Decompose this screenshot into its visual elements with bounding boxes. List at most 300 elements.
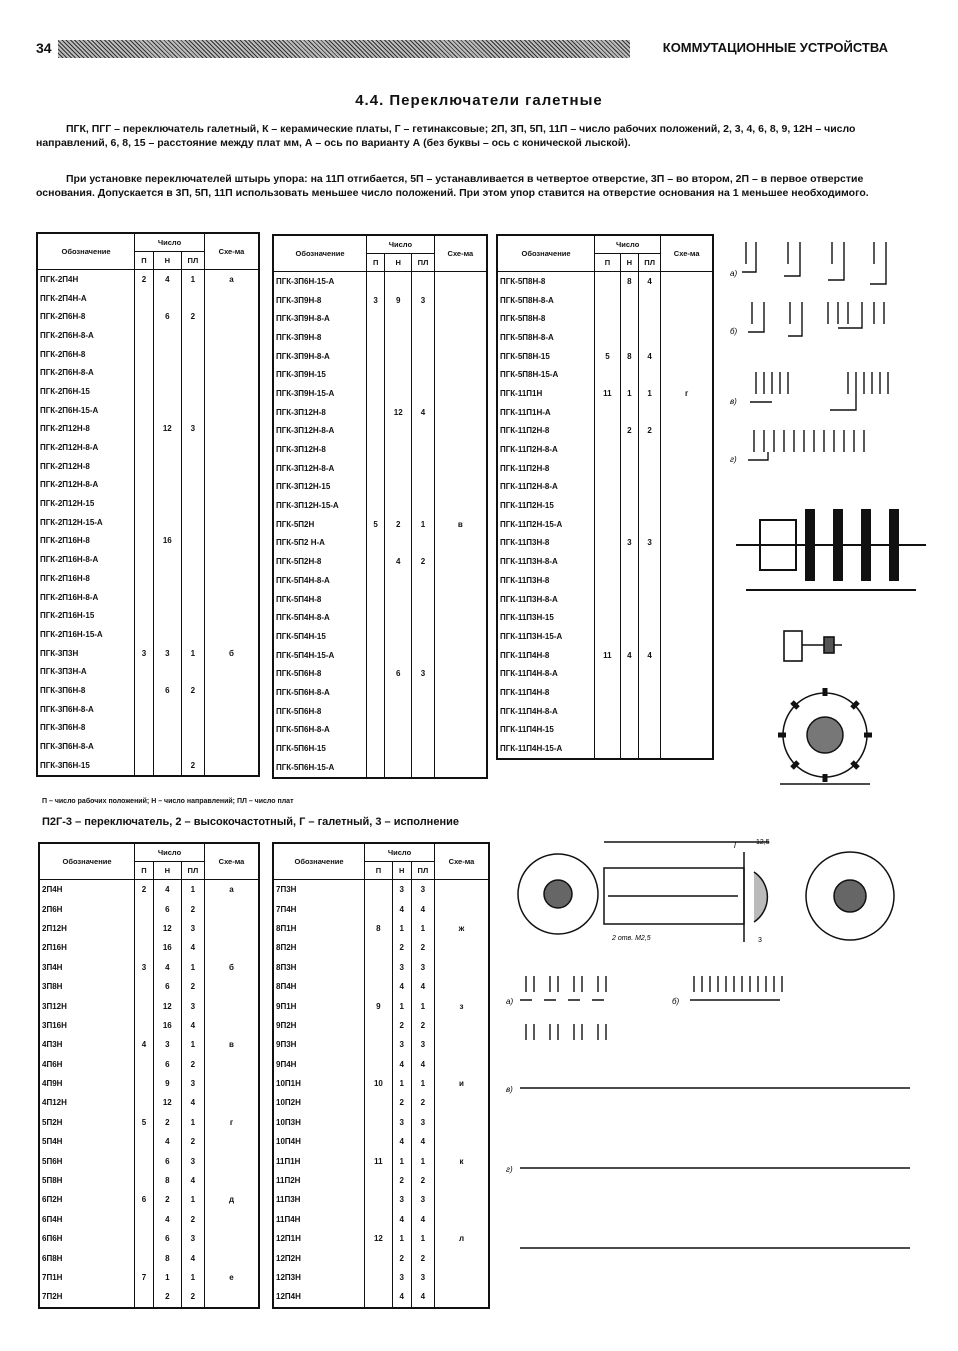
value-cell	[385, 739, 412, 758]
designation-cell: ПГК-3П6Н-15	[37, 756, 135, 776]
value-cell	[181, 476, 204, 495]
table-row	[39, 1171, 259, 1190]
value-cell	[367, 365, 385, 384]
value-cell	[153, 438, 181, 457]
value-cell: 3	[412, 664, 435, 683]
table-row	[37, 326, 259, 345]
col-header-scheme: Схе-ма	[434, 235, 487, 272]
table-row	[39, 996, 259, 1015]
value-cell	[135, 1210, 154, 1229]
designation-cell: 7П4Н	[273, 899, 365, 918]
value-cell	[620, 365, 638, 384]
value-cell	[412, 422, 435, 441]
value-cell: 4	[153, 880, 181, 900]
table-row	[273, 1016, 489, 1035]
value-cell	[181, 457, 204, 476]
value-cell	[205, 1171, 259, 1190]
value-cell: 12	[385, 403, 412, 422]
svg-text:б): б)	[672, 997, 680, 1006]
p2g3-switch-drawing	[508, 832, 918, 962]
table-row	[37, 289, 259, 308]
note-paragraph: При установке переключателей штырь упора: на 11П отгибается, 5П – устанавливается в четвертое отверстие, 3П – во втором, 2П – в первое отверстие основания. Допускается в 3П, 5П, 11П использовать меньшее число положений. При этом упор ставится на отверстие основания на 1 меньшее необходимого.	[36, 173, 869, 199]
table-row	[37, 625, 259, 644]
value-cell: 4	[181, 938, 204, 957]
value-cell	[153, 737, 181, 756]
value-cell	[365, 1210, 393, 1229]
designation-cell: 5П6Н	[39, 1151, 135, 1170]
value-cell: 2	[181, 899, 204, 918]
value-cell	[661, 590, 713, 609]
value-cell: 7	[135, 1268, 154, 1287]
value-cell	[620, 309, 638, 328]
switch-table-2	[272, 234, 488, 779]
value-cell	[435, 1210, 489, 1229]
value-cell	[434, 422, 487, 441]
designation-cell: ПГК-2П16Н-15-А	[37, 625, 135, 644]
value-cell	[365, 880, 393, 900]
value-cell	[435, 1171, 489, 1190]
value-cell: 12	[365, 1229, 393, 1248]
value-cell	[365, 1190, 393, 1209]
table-row	[273, 958, 489, 977]
value-cell	[153, 494, 181, 513]
table-row	[273, 683, 487, 702]
value-cell: 3	[392, 1190, 411, 1209]
p2g3-contact-schemes	[504, 968, 924, 1318]
table-row	[497, 328, 713, 347]
col-header-p: П	[595, 254, 621, 272]
value-cell: 2	[411, 1093, 434, 1112]
value-cell: 4	[638, 646, 660, 665]
value-cell	[620, 496, 638, 515]
value-cell	[205, 307, 259, 326]
value-cell: 10	[365, 1074, 393, 1093]
table-row	[37, 662, 259, 681]
value-cell: 3	[153, 644, 181, 663]
designation-cell: ПГК-3П6Н-8	[37, 719, 135, 738]
value-cell	[365, 938, 393, 957]
table-row	[39, 1016, 259, 1035]
value-cell: 3	[153, 1035, 181, 1054]
value-cell: 1	[411, 1229, 434, 1248]
value-cell	[367, 272, 385, 291]
designation-cell: ПГК-11П4Н-8	[497, 683, 595, 702]
designation-cell: ПГК-11П4Н-8	[497, 646, 595, 665]
value-cell	[135, 326, 154, 345]
col-header-count: Число	[367, 235, 435, 254]
value-cell	[434, 440, 487, 459]
designation-cell: 12П2Н	[273, 1248, 365, 1267]
value-cell	[153, 513, 181, 532]
value-cell	[153, 326, 181, 345]
value-cell	[205, 977, 259, 996]
value-cell	[412, 571, 435, 590]
value-cell: 6	[385, 664, 412, 683]
value-cell	[365, 977, 393, 996]
value-cell	[205, 919, 259, 938]
value-cell	[595, 702, 621, 721]
value-cell	[412, 459, 435, 478]
value-cell	[385, 702, 412, 721]
value-cell: ж	[435, 919, 489, 938]
value-cell: 4	[392, 1287, 411, 1307]
designation-cell: ПГК-3П9Н-15-А	[273, 384, 367, 403]
designation-cell: ПГК-2П12Н-8-А	[37, 476, 135, 495]
designation-cell: 4П6Н	[39, 1055, 135, 1074]
value-cell: 3	[392, 1035, 411, 1054]
designation-cell: ПГК-5П6Н-8-А	[273, 721, 367, 740]
value-cell	[367, 403, 385, 422]
value-cell	[595, 627, 621, 646]
value-cell	[385, 608, 412, 627]
table-row	[273, 977, 489, 996]
value-cell: 3	[411, 1113, 434, 1132]
value-cell	[135, 1229, 154, 1248]
value-cell: 1	[181, 1190, 204, 1209]
value-cell: 3	[135, 958, 154, 977]
table-row	[39, 1248, 259, 1267]
value-cell: 8	[153, 1171, 181, 1190]
value-cell	[135, 513, 154, 532]
value-cell	[434, 403, 487, 422]
value-cell	[595, 590, 621, 609]
designation-cell: 5П2Н	[39, 1113, 135, 1132]
table-row	[39, 1190, 259, 1209]
value-cell	[367, 552, 385, 571]
designation-cell: ПГК-11П4Н-15-А	[497, 739, 595, 759]
designation-cell: 12П4Н	[273, 1287, 365, 1307]
designation-cell: ПГК-3П9Н-8-А	[273, 347, 367, 366]
table-row	[497, 496, 713, 515]
table-row	[273, 384, 487, 403]
designation-cell: ПГК-2П16Н-15	[37, 606, 135, 625]
value-cell	[205, 1074, 259, 1093]
table-row	[273, 590, 487, 609]
designation-cell: ПГК-3П12Н-8-А	[273, 459, 367, 478]
value-cell	[434, 365, 487, 384]
designation-cell: ПГК-11П3Н-15-А	[497, 627, 595, 646]
table-row	[273, 608, 487, 627]
value-cell	[367, 758, 385, 778]
value-cell	[638, 440, 660, 459]
table-legend: П – число рабочих положений; Н – число направлений; ПЛ – число плат	[42, 798, 294, 805]
value-cell	[153, 363, 181, 382]
value-cell: 3	[181, 420, 204, 439]
table-row	[273, 899, 489, 918]
value-cell	[181, 569, 204, 588]
designation-cell: ПГК-3П9Н-15	[273, 365, 367, 384]
value-cell	[153, 401, 181, 420]
designation-cell: ПГК-5П8Н-8-А	[497, 291, 595, 310]
designation-cell: 2П4Н	[39, 880, 135, 900]
value-cell: 1	[181, 1035, 204, 1054]
value-cell: 4	[135, 1035, 154, 1054]
table-row	[273, 1151, 489, 1170]
designation-cell: ПГК-5П2 Н-А	[273, 534, 367, 553]
value-cell	[595, 459, 621, 478]
value-cell	[412, 534, 435, 553]
page-title: 4.4. Переключатели галетные	[355, 92, 603, 109]
designation-cell: 11П2Н	[273, 1171, 365, 1190]
designation-cell: 10П1Н	[273, 1074, 365, 1093]
value-cell	[412, 608, 435, 627]
col-header-p: П	[135, 862, 154, 880]
designation-cell: ПГК-5П8Н-15	[497, 347, 595, 366]
col-header-scheme: Схе-ма	[435, 843, 489, 880]
table-row	[497, 422, 713, 441]
value-cell	[435, 1035, 489, 1054]
designation-cell: ПГК-2П4Н	[37, 270, 135, 289]
value-cell	[434, 496, 487, 515]
value-cell: 2	[181, 307, 204, 326]
table-row	[273, 1093, 489, 1112]
value-cell	[385, 758, 412, 778]
value-cell: 11	[595, 646, 621, 665]
value-cell	[412, 347, 435, 366]
table-row	[273, 1287, 489, 1307]
table-row	[273, 1210, 489, 1229]
table-row	[39, 1210, 259, 1229]
designation-cell: 4П3Н	[39, 1035, 135, 1054]
value-cell	[365, 1093, 393, 1112]
designation-cell: 8П1Н	[273, 919, 365, 938]
value-cell	[205, 1055, 259, 1074]
value-cell	[385, 422, 412, 441]
value-cell: 8	[365, 919, 393, 938]
value-cell	[181, 625, 204, 644]
value-cell	[661, 683, 713, 702]
value-cell	[153, 289, 181, 308]
table-row	[273, 272, 487, 291]
table-row	[39, 1132, 259, 1151]
value-cell: 4	[411, 977, 434, 996]
col-header-n: Н	[153, 862, 181, 880]
value-cell	[385, 328, 412, 347]
value-cell	[135, 532, 154, 551]
value-cell	[367, 702, 385, 721]
designation-cell: ПГК-2П6Н-15-А	[37, 401, 135, 420]
value-cell	[153, 756, 181, 776]
designation-cell: ПГК-2П16Н-8-А	[37, 588, 135, 607]
svg-text:l: l	[734, 841, 736, 850]
designation-cell: ПГК-5П4Н-15	[273, 627, 367, 646]
value-cell	[385, 365, 412, 384]
value-cell	[205, 1248, 259, 1267]
table-row	[273, 880, 489, 900]
value-cell	[638, 608, 660, 627]
value-cell	[205, 1016, 259, 1035]
table-row	[497, 608, 713, 627]
value-cell	[135, 1074, 154, 1093]
value-cell	[412, 627, 435, 646]
designation-cell: ПГК-11П2Н-8	[497, 422, 595, 441]
value-cell	[153, 476, 181, 495]
value-cell	[205, 1132, 259, 1151]
value-cell	[181, 438, 204, 457]
value-cell: 1	[620, 384, 638, 403]
col-header-name: Обозначение	[273, 843, 365, 880]
value-cell: 4	[392, 1055, 411, 1074]
svg-text:в): в)	[506, 1085, 513, 1094]
value-cell: 4	[638, 347, 660, 366]
value-cell	[434, 272, 487, 291]
table-row	[273, 571, 487, 590]
value-cell	[434, 702, 487, 721]
value-cell: 2	[411, 938, 434, 957]
designation-cell: ПГК-11П2Н-15-А	[497, 515, 595, 534]
table-row	[37, 550, 259, 569]
value-cell	[135, 756, 154, 776]
value-cell	[153, 457, 181, 476]
table-row	[273, 440, 487, 459]
table-row	[497, 627, 713, 646]
table-row	[37, 681, 259, 700]
value-cell	[205, 756, 259, 776]
value-cell	[620, 608, 638, 627]
designation-cell: ПГК-2П4Н-А	[37, 289, 135, 308]
value-cell	[620, 459, 638, 478]
svg-text:а): а)	[506, 997, 514, 1006]
value-cell	[638, 496, 660, 515]
designation-cell: ПГК-5П6Н-8-А	[273, 683, 367, 702]
designation-cell: ПГК-3П6Н-8-А	[37, 700, 135, 719]
value-cell: 16	[153, 532, 181, 551]
designation-cell: ПГК-5П6Н-15	[273, 739, 367, 758]
value-cell	[595, 272, 621, 291]
table-row	[497, 291, 713, 310]
designation-cell: 11П3Н	[273, 1190, 365, 1209]
value-cell	[365, 1035, 393, 1054]
value-cell	[412, 590, 435, 609]
value-cell	[367, 608, 385, 627]
value-cell: 2	[392, 938, 411, 957]
table-row	[497, 272, 713, 291]
designation-cell: ПГК-11П2Н-8-А	[497, 478, 595, 497]
designation-cell: 9П3Н	[273, 1035, 365, 1054]
value-cell	[434, 478, 487, 497]
value-cell: 2	[181, 681, 204, 700]
value-cell: 1	[392, 1229, 411, 1248]
value-cell	[434, 571, 487, 590]
value-cell	[620, 291, 638, 310]
value-cell: 2	[135, 270, 154, 289]
designation-cell: ПГК-2П6Н-8-А	[37, 363, 135, 382]
value-cell: 2	[411, 1171, 434, 1190]
designation-cell: ПГК-2П12Н-15-А	[37, 513, 135, 532]
value-cell	[365, 1016, 393, 1035]
table-row	[497, 552, 713, 571]
designation-cell: 9П4Н	[273, 1055, 365, 1074]
value-cell	[661, 478, 713, 497]
value-cell	[135, 307, 154, 326]
value-cell	[638, 515, 660, 534]
value-cell	[620, 515, 638, 534]
value-cell: 1	[181, 1268, 204, 1287]
designation-cell: ПГК-2П12Н-8	[37, 457, 135, 476]
value-cell	[412, 272, 435, 291]
value-cell	[661, 646, 713, 665]
table-row	[37, 719, 259, 738]
value-cell: 9	[365, 996, 393, 1015]
value-cell	[620, 440, 638, 459]
table-row	[39, 1229, 259, 1248]
value-cell	[135, 1287, 154, 1307]
value-cell: 4	[411, 1287, 434, 1307]
value-cell	[661, 515, 713, 534]
table-row	[273, 1171, 489, 1190]
value-cell: 1	[181, 644, 204, 663]
value-cell	[620, 721, 638, 740]
value-cell	[385, 478, 412, 497]
value-cell	[434, 683, 487, 702]
value-cell	[205, 382, 259, 401]
value-cell: 4	[153, 958, 181, 977]
designation-cell: 10П2Н	[273, 1093, 365, 1112]
value-cell	[661, 702, 713, 721]
table-row	[273, 347, 487, 366]
designation-cell: ПГК-5П4Н-8-А	[273, 571, 367, 590]
svg-text:г): г)	[506, 1165, 513, 1174]
table-row	[39, 977, 259, 996]
value-cell: 4	[392, 1132, 411, 1151]
value-cell: 3	[181, 1229, 204, 1248]
value-cell: 8	[620, 272, 638, 291]
table-row	[39, 958, 259, 977]
value-cell	[181, 494, 204, 513]
value-cell	[135, 662, 154, 681]
value-cell	[385, 440, 412, 459]
col-header-p: П	[135, 252, 154, 270]
designation-cell: 10П3Н	[273, 1113, 365, 1132]
designation-cell: ПГК-3П12Н-8	[273, 440, 367, 459]
value-cell: 3	[181, 919, 204, 938]
value-cell	[661, 552, 713, 571]
value-cell	[367, 646, 385, 665]
value-cell: 3	[367, 291, 385, 310]
value-cell	[153, 625, 181, 644]
value-cell: 3	[181, 1074, 204, 1093]
value-cell	[153, 700, 181, 719]
designation-cell: ПГК-5П6Н-15-А	[273, 758, 367, 778]
value-cell: 2	[411, 1248, 434, 1267]
designation-cell: ПГК-2П12Н-8	[37, 420, 135, 439]
value-cell	[205, 899, 259, 918]
value-cell	[385, 590, 412, 609]
value-cell: 2	[181, 1210, 204, 1229]
value-cell	[205, 1229, 259, 1248]
designation-cell: ПГК-3П12Н-8-А	[273, 422, 367, 441]
value-cell	[385, 309, 412, 328]
value-cell	[661, 403, 713, 422]
value-cell: 3	[411, 958, 434, 977]
table-row	[39, 1268, 259, 1287]
value-cell	[661, 328, 713, 347]
col-header-n: Н	[385, 254, 412, 272]
value-cell	[181, 401, 204, 420]
value-cell	[638, 328, 660, 347]
value-cell: 12	[153, 996, 181, 1015]
col-header-p: П	[365, 862, 393, 880]
designation-cell: ПГК-5П2Н	[273, 515, 367, 534]
value-cell	[435, 1132, 489, 1151]
value-cell	[181, 345, 204, 364]
value-cell: 4	[392, 977, 411, 996]
value-cell	[638, 365, 660, 384]
value-cell	[385, 272, 412, 291]
designation-cell: 4П9Н	[39, 1074, 135, 1093]
designation-cell: 3П16Н	[39, 1016, 135, 1035]
designation-cell: ПГК-5П4Н-8	[273, 590, 367, 609]
